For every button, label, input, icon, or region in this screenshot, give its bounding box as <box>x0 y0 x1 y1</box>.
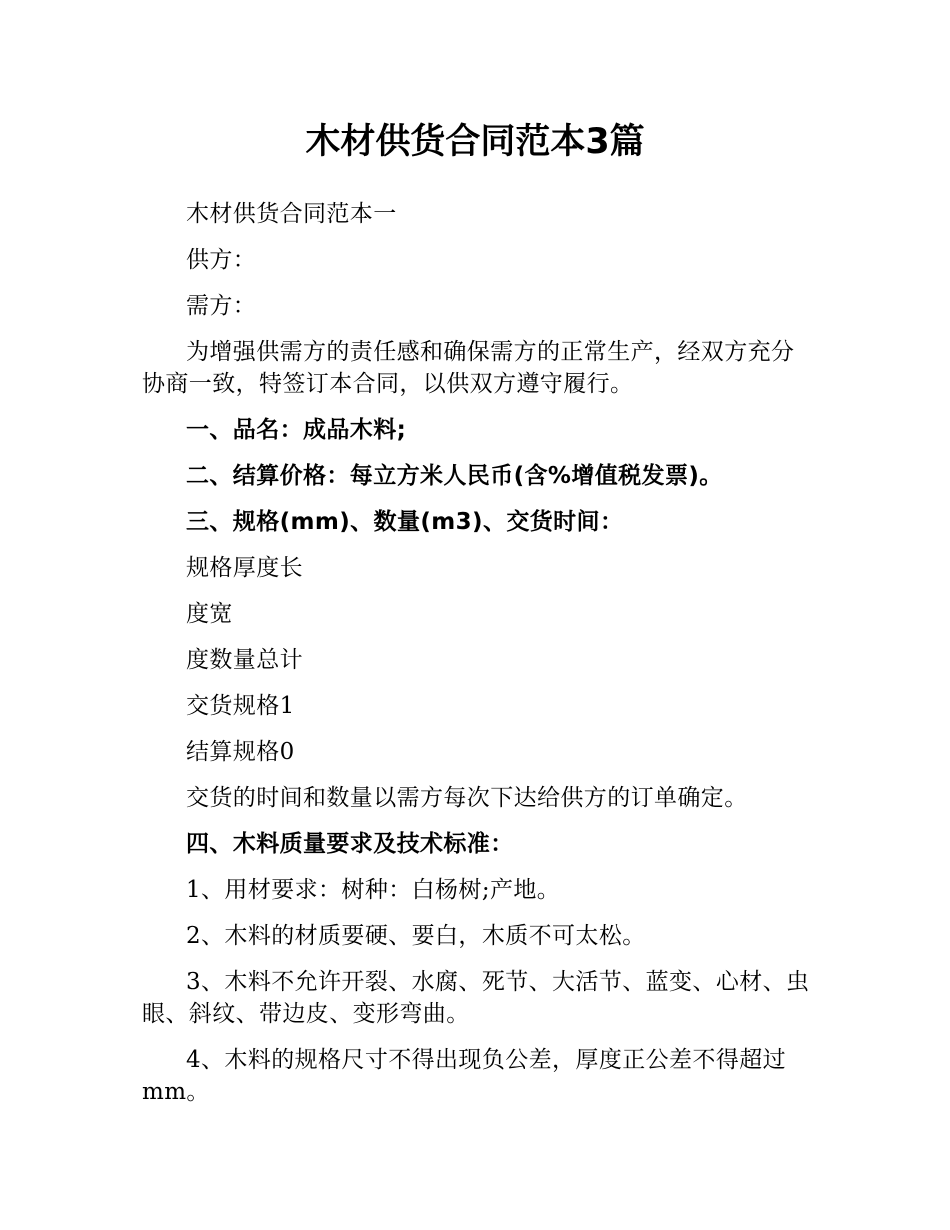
paragraph: 4、木料的规格尺寸不得出现负公差，厚度正公差不得超过 mm。 <box>142 1047 787 1105</box>
document-title: 木材供货合同范本3篇 <box>305 122 645 162</box>
section-heading: 二、结算价格：每立方米人民币(含%增值税发票)。 <box>186 463 723 489</box>
paragraph: 交货的时间和数量以需方每次下达给供方的订单确定。 <box>186 785 748 811</box>
paragraph: 1、用材要求：树种：白杨树;产地。 <box>186 877 561 903</box>
paragraph: 规格厚度长 <box>186 555 303 581</box>
paragraph: 2、木料的材质要硬、要白，木质不可太松。 <box>186 923 646 949</box>
paragraph: 需方： <box>186 293 257 319</box>
section-heading: 四、木料质量要求及技术标准： <box>186 831 514 857</box>
section-heading: 三、规格(mm)、数量(m3)、交货时间： <box>186 509 624 535</box>
paragraph: 度数量总计 <box>186 647 303 673</box>
paragraph: 结算规格0 <box>186 739 295 765</box>
document-body <box>142 198 812 1122</box>
paragraph: 度宽 <box>186 601 233 627</box>
paragraph: 为增强供需方的责任感和确保需方的正常生产，经双方充分协商一致，特签订本合同，以供双方遵守履行。 <box>142 339 795 397</box>
paragraph: 交货规格1 <box>186 693 295 719</box>
paragraph: 木材供货合同范本一 <box>186 201 397 227</box>
paragraph: 供方： <box>186 247 257 273</box>
paragraph: 3、木料不允许开裂、水腐、死节、大活节、蓝变、心材、虫眼、斜纹、带边皮、变形弯曲。 <box>142 969 810 1027</box>
section-heading: 一、品名：成品木料; <box>186 417 407 443</box>
